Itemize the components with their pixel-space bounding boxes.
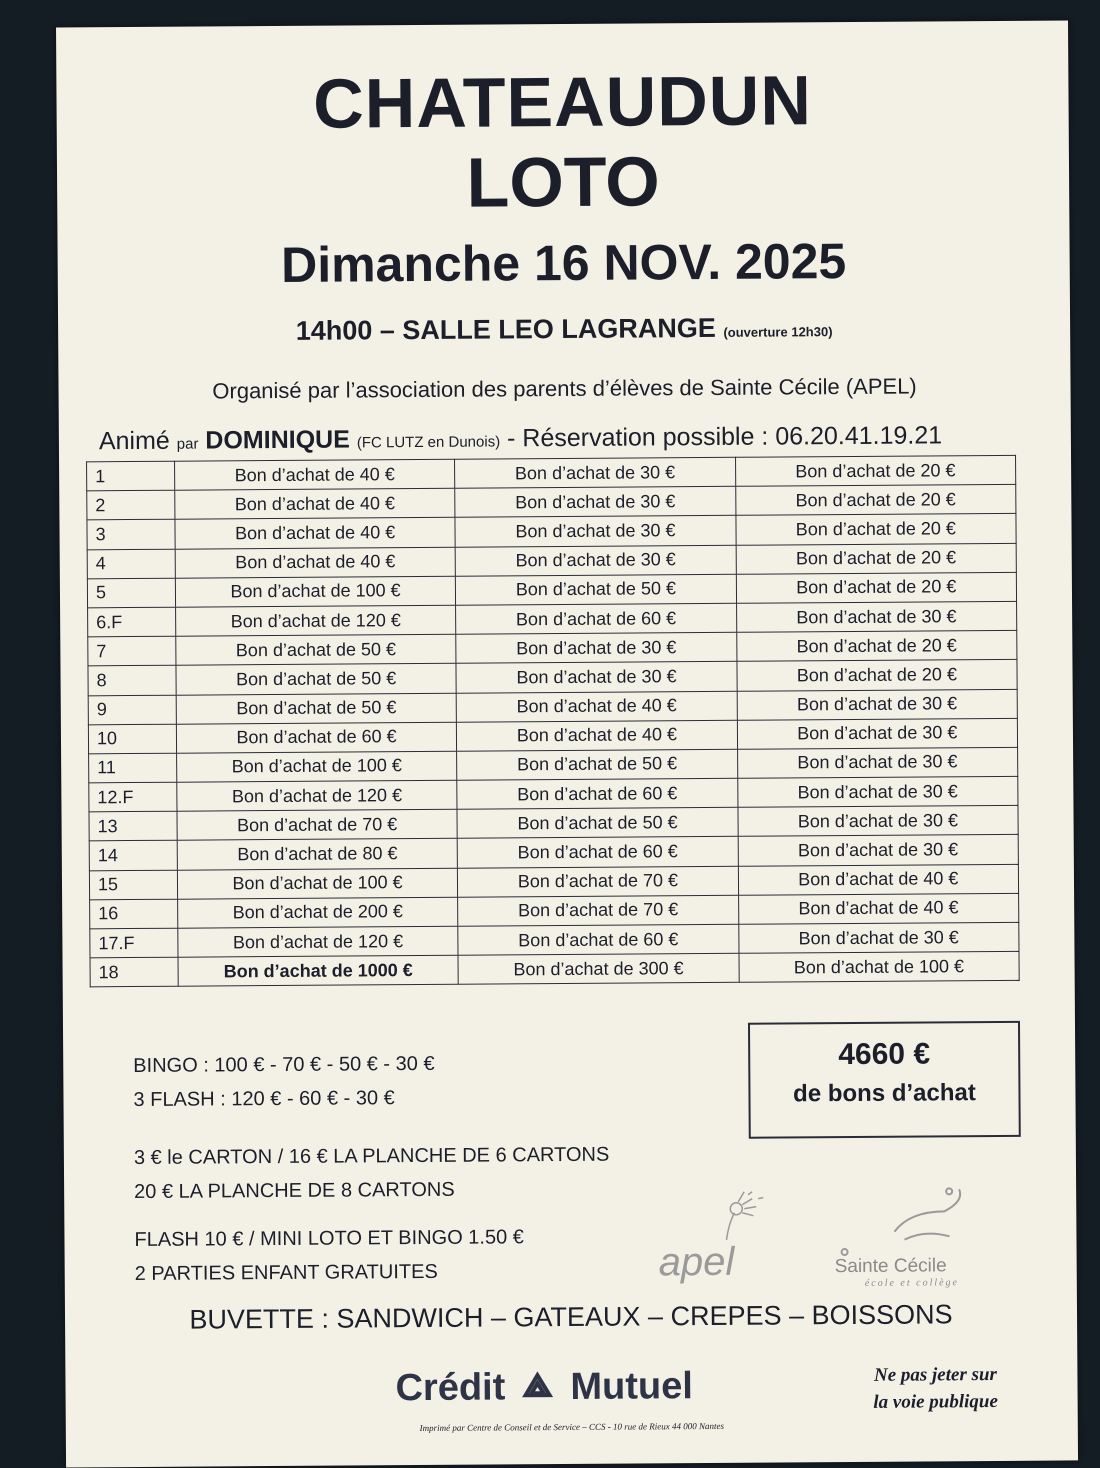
- first-prize: Bon d’achat de 100 €: [177, 868, 458, 899]
- first-prize: Bon d’achat de 120 €: [175, 605, 456, 636]
- dandelion-icon: [726, 1192, 763, 1240]
- second-prize: Bon d’achat de 30 €: [456, 632, 737, 663]
- lot-number: 11: [89, 753, 177, 783]
- lot-number: 13: [89, 811, 177, 841]
- title-city: CHATEAUDUN: [312, 61, 813, 143]
- third-prize: Bon d’achat de 100 €: [739, 952, 1020, 983]
- second-prize: Bon d’achat de 60 €: [457, 837, 738, 868]
- prizes-table-body: [87, 455, 1020, 987]
- time-place-text: 14h00 – SALLE LEO LAGRANGE: [295, 312, 716, 346]
- third-prize: Bon d’achat de 30 €: [737, 776, 1018, 807]
- notice: [835, 1361, 1035, 1416]
- lot-number: 5: [87, 578, 175, 608]
- bank-word2: Mutuel: [570, 1365, 694, 1408]
- first-prize: Bon d’achat de 120 €: [178, 926, 459, 957]
- second-prize: Bon d’achat de 30 €: [456, 662, 737, 693]
- prizes-table: [86, 455, 1020, 988]
- flash-prizes: 3 FLASH : 120 € - 60 € - 30 €: [133, 1087, 395, 1112]
- third-prize: Bon d’achat de 30 €: [737, 747, 1018, 778]
- second-prize: Bon d’achat de 50 €: [457, 749, 738, 780]
- lot-number: 3: [87, 520, 175, 550]
- second-prize: Bon d’achat de 30 €: [455, 486, 736, 517]
- second-prize: Bon d’achat de 300 €: [458, 953, 739, 984]
- third-prize: Bon d’achat de 20 €: [736, 630, 1017, 661]
- opening-time: (ouverture 12h30): [723, 324, 833, 340]
- third-prize: Bon d’achat de 40 €: [738, 893, 1019, 924]
- third-prize: Bon d’achat de 30 €: [737, 689, 1018, 720]
- first-prize: Bon d’achat de 100 €: [177, 751, 458, 782]
- credit-mutuel-symbol-icon: [520, 1371, 556, 1407]
- planche-price: 20 € LA PLANCHE DE 8 CARTONS: [134, 1178, 455, 1204]
- second-prize: Bon d’achat de 30 €: [455, 545, 736, 576]
- host-line: [99, 421, 942, 456]
- lot-number: 12.F: [89, 782, 177, 812]
- first-prize: Bon d’achat de 70 €: [177, 810, 458, 841]
- lot-number: 9: [88, 695, 176, 725]
- first-prize: Bon d’achat de 50 €: [176, 693, 457, 724]
- third-prize: Bon d’achat de 20 €: [736, 543, 1017, 574]
- notice-line2: la voie publique: [873, 1390, 998, 1413]
- children-games: 2 PARTIES ENFANT GRATUITES: [134, 1260, 438, 1286]
- second-prize: Bon d’achat de 30 €: [455, 457, 736, 488]
- third-prize: Bon d’achat de 30 €: [736, 601, 1017, 632]
- second-prize: Bon d’achat de 40 €: [457, 720, 738, 751]
- second-prize: Bon d’achat de 60 €: [458, 924, 739, 955]
- lot-number: 14: [89, 841, 177, 871]
- carton-price: 3 € le CARTON / 16 € LA PLANCHE DE 6 CARTONS: [133, 1143, 610, 1170]
- time-place: [58, 310, 1070, 348]
- buvette: BUVETTE : SANDWICH – GATEAUX – CREPES – BOISSONS: [189, 1299, 953, 1335]
- sainte-cecile-subtitle: école et collège: [864, 1277, 960, 1289]
- third-prize: Bon d’achat de 40 €: [738, 864, 1019, 895]
- host-name: DOMINIQUE: [205, 425, 350, 455]
- poster: [56, 20, 1078, 1467]
- lot-number: 7: [88, 636, 176, 666]
- sainte-cecile-logo: [824, 1181, 995, 1292]
- first-prize: Bon d’achat de 80 €: [177, 839, 458, 870]
- organizer: Organisé par l’association des parents d’élèves de Sainte Cécile (APEL): [212, 373, 917, 404]
- third-prize: Bon d’achat de 20 €: [737, 660, 1018, 691]
- first-prize: Bon d’achat de 100 €: [175, 576, 456, 607]
- first-prize: Bon d’achat de 120 €: [177, 780, 458, 811]
- lot-number: 2: [87, 490, 175, 520]
- second-prize: Bon d’achat de 30 €: [455, 516, 736, 547]
- second-prize: Bon d’achat de 70 €: [458, 866, 739, 897]
- lot-number: 17.F: [90, 928, 178, 958]
- second-prize: Bon d’achat de 40 €: [456, 691, 737, 722]
- card-prices: [134, 1138, 610, 1209]
- lot-number: 8: [88, 666, 176, 696]
- second-prize: Bon d’achat de 50 €: [456, 574, 737, 605]
- mini-loto-price: FLASH 10 € / MINI LOTO ET BINGO 1.50 €: [134, 1226, 524, 1252]
- other-games: [134, 1220, 524, 1291]
- third-prize: Bon d’achat de 20 €: [736, 514, 1017, 545]
- second-prize: Bon d’achat de 50 €: [457, 808, 738, 839]
- title-event: LOTO: [466, 142, 660, 222]
- first-prize: Bon d’achat de 50 €: [176, 664, 457, 695]
- apel-logo-text: apel: [658, 1239, 735, 1285]
- first-prize: Bon d’achat de 200 €: [178, 897, 459, 928]
- reservation: - Réservation possible : 06.20.41.19.21: [506, 421, 943, 453]
- first-prize: Bon d’achat de 40 €: [175, 488, 456, 519]
- second-prize: Bon d’achat de 70 €: [458, 895, 739, 926]
- lot-number: 15: [89, 870, 177, 900]
- bingo-prizes: BINGO : 100 € - 70 € - 50 € - 30 €: [133, 1052, 435, 1078]
- first-prize: Bon d’achat de 40 €: [175, 547, 456, 578]
- credit-mutuel-logo: [395, 1365, 693, 1410]
- lot-number: 6.F: [88, 607, 176, 637]
- third-prize: Bon d’achat de 20 €: [735, 485, 1016, 516]
- first-prize: Bon d’achat de 40 €: [174, 459, 455, 490]
- imprint: Imprimé par Centre de Conseil et de Service – CCS - 10 rue de Rieux 44 000 Nantes: [419, 1420, 724, 1434]
- second-prize: Bon d’achat de 60 €: [456, 603, 737, 634]
- notice-line1: Ne pas jeter sur: [873, 1363, 997, 1386]
- first-prize: Bon d’achat de 60 €: [176, 722, 457, 753]
- host-par: par: [176, 435, 199, 453]
- lot-number: 18: [90, 957, 178, 987]
- bank-word1: Crédit: [395, 1366, 506, 1410]
- prize-summary: [133, 1047, 435, 1117]
- first-prize: Bon d’achat de 50 €: [176, 634, 457, 665]
- third-prize: Bon d’achat de 20 €: [736, 572, 1017, 603]
- total-label: de bons d’achat: [793, 1079, 976, 1108]
- first-prize: Bon d’achat de 40 €: [175, 518, 456, 549]
- third-prize: Bon d’achat de 30 €: [738, 922, 1019, 953]
- lot-number: 1: [87, 461, 175, 491]
- apel-logo: [654, 1184, 795, 1285]
- figure-swirl-icon: [841, 1188, 960, 1255]
- total-amount: 4660 €: [838, 1037, 931, 1072]
- second-prize: Bon d’achat de 60 €: [457, 778, 738, 809]
- third-prize: Bon d’achat de 30 €: [738, 806, 1019, 837]
- lot-number: 10: [88, 724, 176, 754]
- third-prize: Bon d’achat de 30 €: [738, 835, 1019, 866]
- lot-number: 16: [90, 899, 178, 929]
- total-box: [748, 1021, 1021, 1139]
- host-prefix: Animé: [98, 426, 170, 456]
- first-prize: Bon d’achat de 1000 €: [178, 955, 459, 986]
- lot-number: 4: [87, 549, 175, 579]
- host-club: (FC LUTZ en Dunois): [356, 433, 501, 452]
- third-prize: Bon d’achat de 30 €: [737, 718, 1018, 749]
- event-date: Dimanche 16 NOV. 2025: [280, 233, 847, 293]
- table-row: [90, 952, 1019, 988]
- sainte-cecile-text: Sainte Cécile: [834, 1255, 947, 1278]
- third-prize: Bon d’achat de 20 €: [735, 455, 1016, 486]
